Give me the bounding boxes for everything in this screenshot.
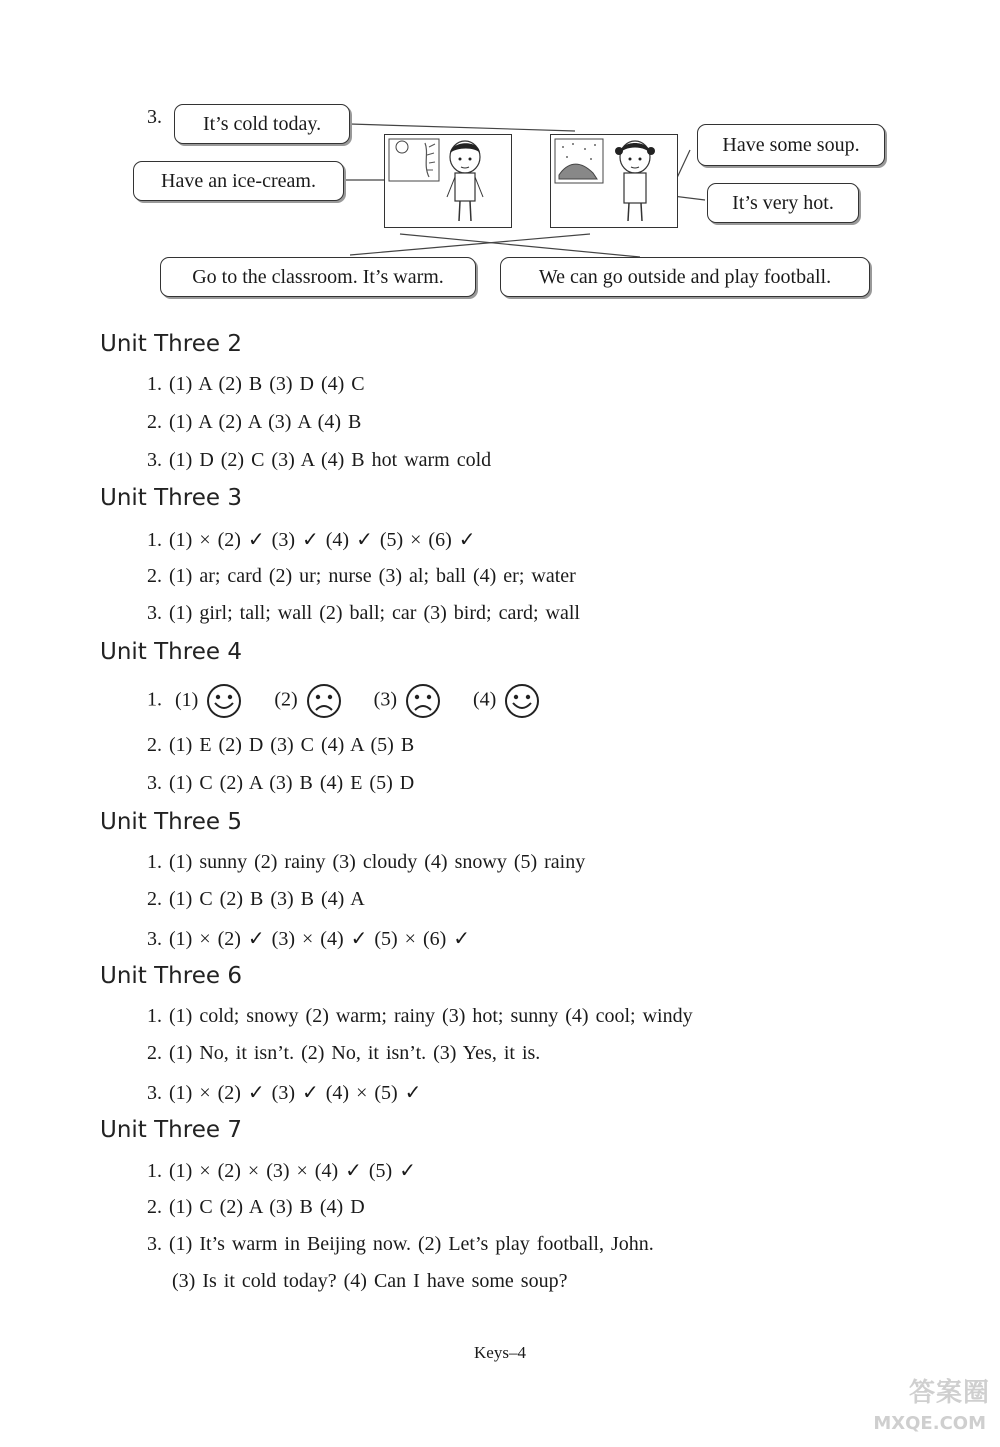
boy-illustration: [385, 135, 511, 227]
bubble-classroom: Go to the classroom. It’s warm.: [160, 257, 476, 297]
sad-face-icon: [404, 682, 442, 720]
hot-day-picture: [384, 134, 512, 228]
answer-line: 2. (1) C (2) B (3) B (4) A: [147, 888, 365, 910]
answer-line: 3. (1) × (2) ✓ (3) ✓ (4) × (5) ✓: [147, 1082, 422, 1104]
watermark-logo: 答案圈: [908, 1378, 990, 1408]
happy-face-icon: [503, 682, 541, 720]
happy-face-icon: [205, 682, 243, 720]
unit-title: Unit Three 2: [100, 331, 242, 357]
exercise-3-number: 3.: [147, 106, 162, 128]
face-item-label: (2): [274, 688, 298, 711]
unit-title: Unit Three 6: [100, 963, 242, 989]
answer-line: 1. (1) sunny (2) rainy (3) cloudy (4) snowy (5) rainy: [147, 851, 586, 873]
answer-line: 3. (1) It’s warm in Beijing now. (2) Let’s play football, John.: [147, 1233, 654, 1255]
unit-title: Unit Three 5: [100, 809, 242, 835]
cold-day-picture: [550, 134, 678, 228]
bubble-cold-today: It’s cold today.: [174, 104, 350, 144]
face-item-label: (1): [175, 688, 199, 711]
answer-line: 1. (1) × (2) × (3) × (4) ✓ (5) ✓: [147, 1160, 416, 1182]
answer-line: 2. (1) C (2) A (3) B (4) D: [147, 1196, 365, 1218]
answer-line: 3. (1) girl; tall; wall (2) ball; car (3) bird; card; wall: [147, 602, 580, 624]
unit-title: Unit Three 7: [100, 1117, 242, 1143]
faces-line-prefix: 1.: [147, 688, 162, 711]
page-footer: Keys–4: [474, 1343, 526, 1362]
unit-title: Unit Three 4: [100, 639, 242, 665]
answer-line: 3. (1) × (2) ✓ (3) × (4) ✓ (5) × (6) ✓: [147, 928, 471, 950]
answer-line: 3. (1) D (2) C (3) A (4) B hot warm cold: [147, 449, 492, 471]
answer-line: 2. (1) No, it isn’t. (2) No, it isn’t. (3) Yes, it is.: [147, 1042, 541, 1064]
answer-line: 1. (1) cold; snowy (2) warm; rainy (3) hot; sunny (4) cool; windy: [147, 1005, 693, 1027]
answer-line: 3. (1) C (2) A (3) B (4) E (5) D: [147, 772, 415, 794]
girl-illustration: [551, 135, 677, 227]
bubble-football: We can go outside and play football.: [500, 257, 870, 297]
watermark-url: MXQE.COM: [873, 1413, 986, 1434]
answer-line: (3) Is it cold today? (4) Can I have some soup?: [172, 1270, 568, 1292]
bubble-very-hot: It’s very hot.: [707, 183, 859, 223]
faces-answer-line: [147, 682, 541, 720]
sad-face-icon: [305, 682, 343, 720]
unit-title: Unit Three 3: [100, 485, 242, 511]
bubble-ice-cream: Have an ice-cream.: [133, 161, 344, 201]
face-item-label: (3): [373, 688, 397, 711]
answer-line: 2. (1) E (2) D (3) C (4) A (5) B: [147, 734, 415, 756]
bubble-have-soup: Have some soup.: [697, 124, 885, 166]
answer-line: 2. (1) A (2) A (3) A (4) B: [147, 411, 362, 433]
face-item-label: (4): [472, 688, 497, 711]
answer-line: 1. (1) × (2) ✓ (3) ✓ (4) ✓ (5) × (6) ✓: [147, 529, 476, 551]
answer-line: 2. (1) ar; card (2) ur; nurse (3) al; ball (4) er; water: [147, 565, 576, 587]
answer-line: 1. (1) A (2) B (3) D (4) C: [147, 373, 365, 395]
